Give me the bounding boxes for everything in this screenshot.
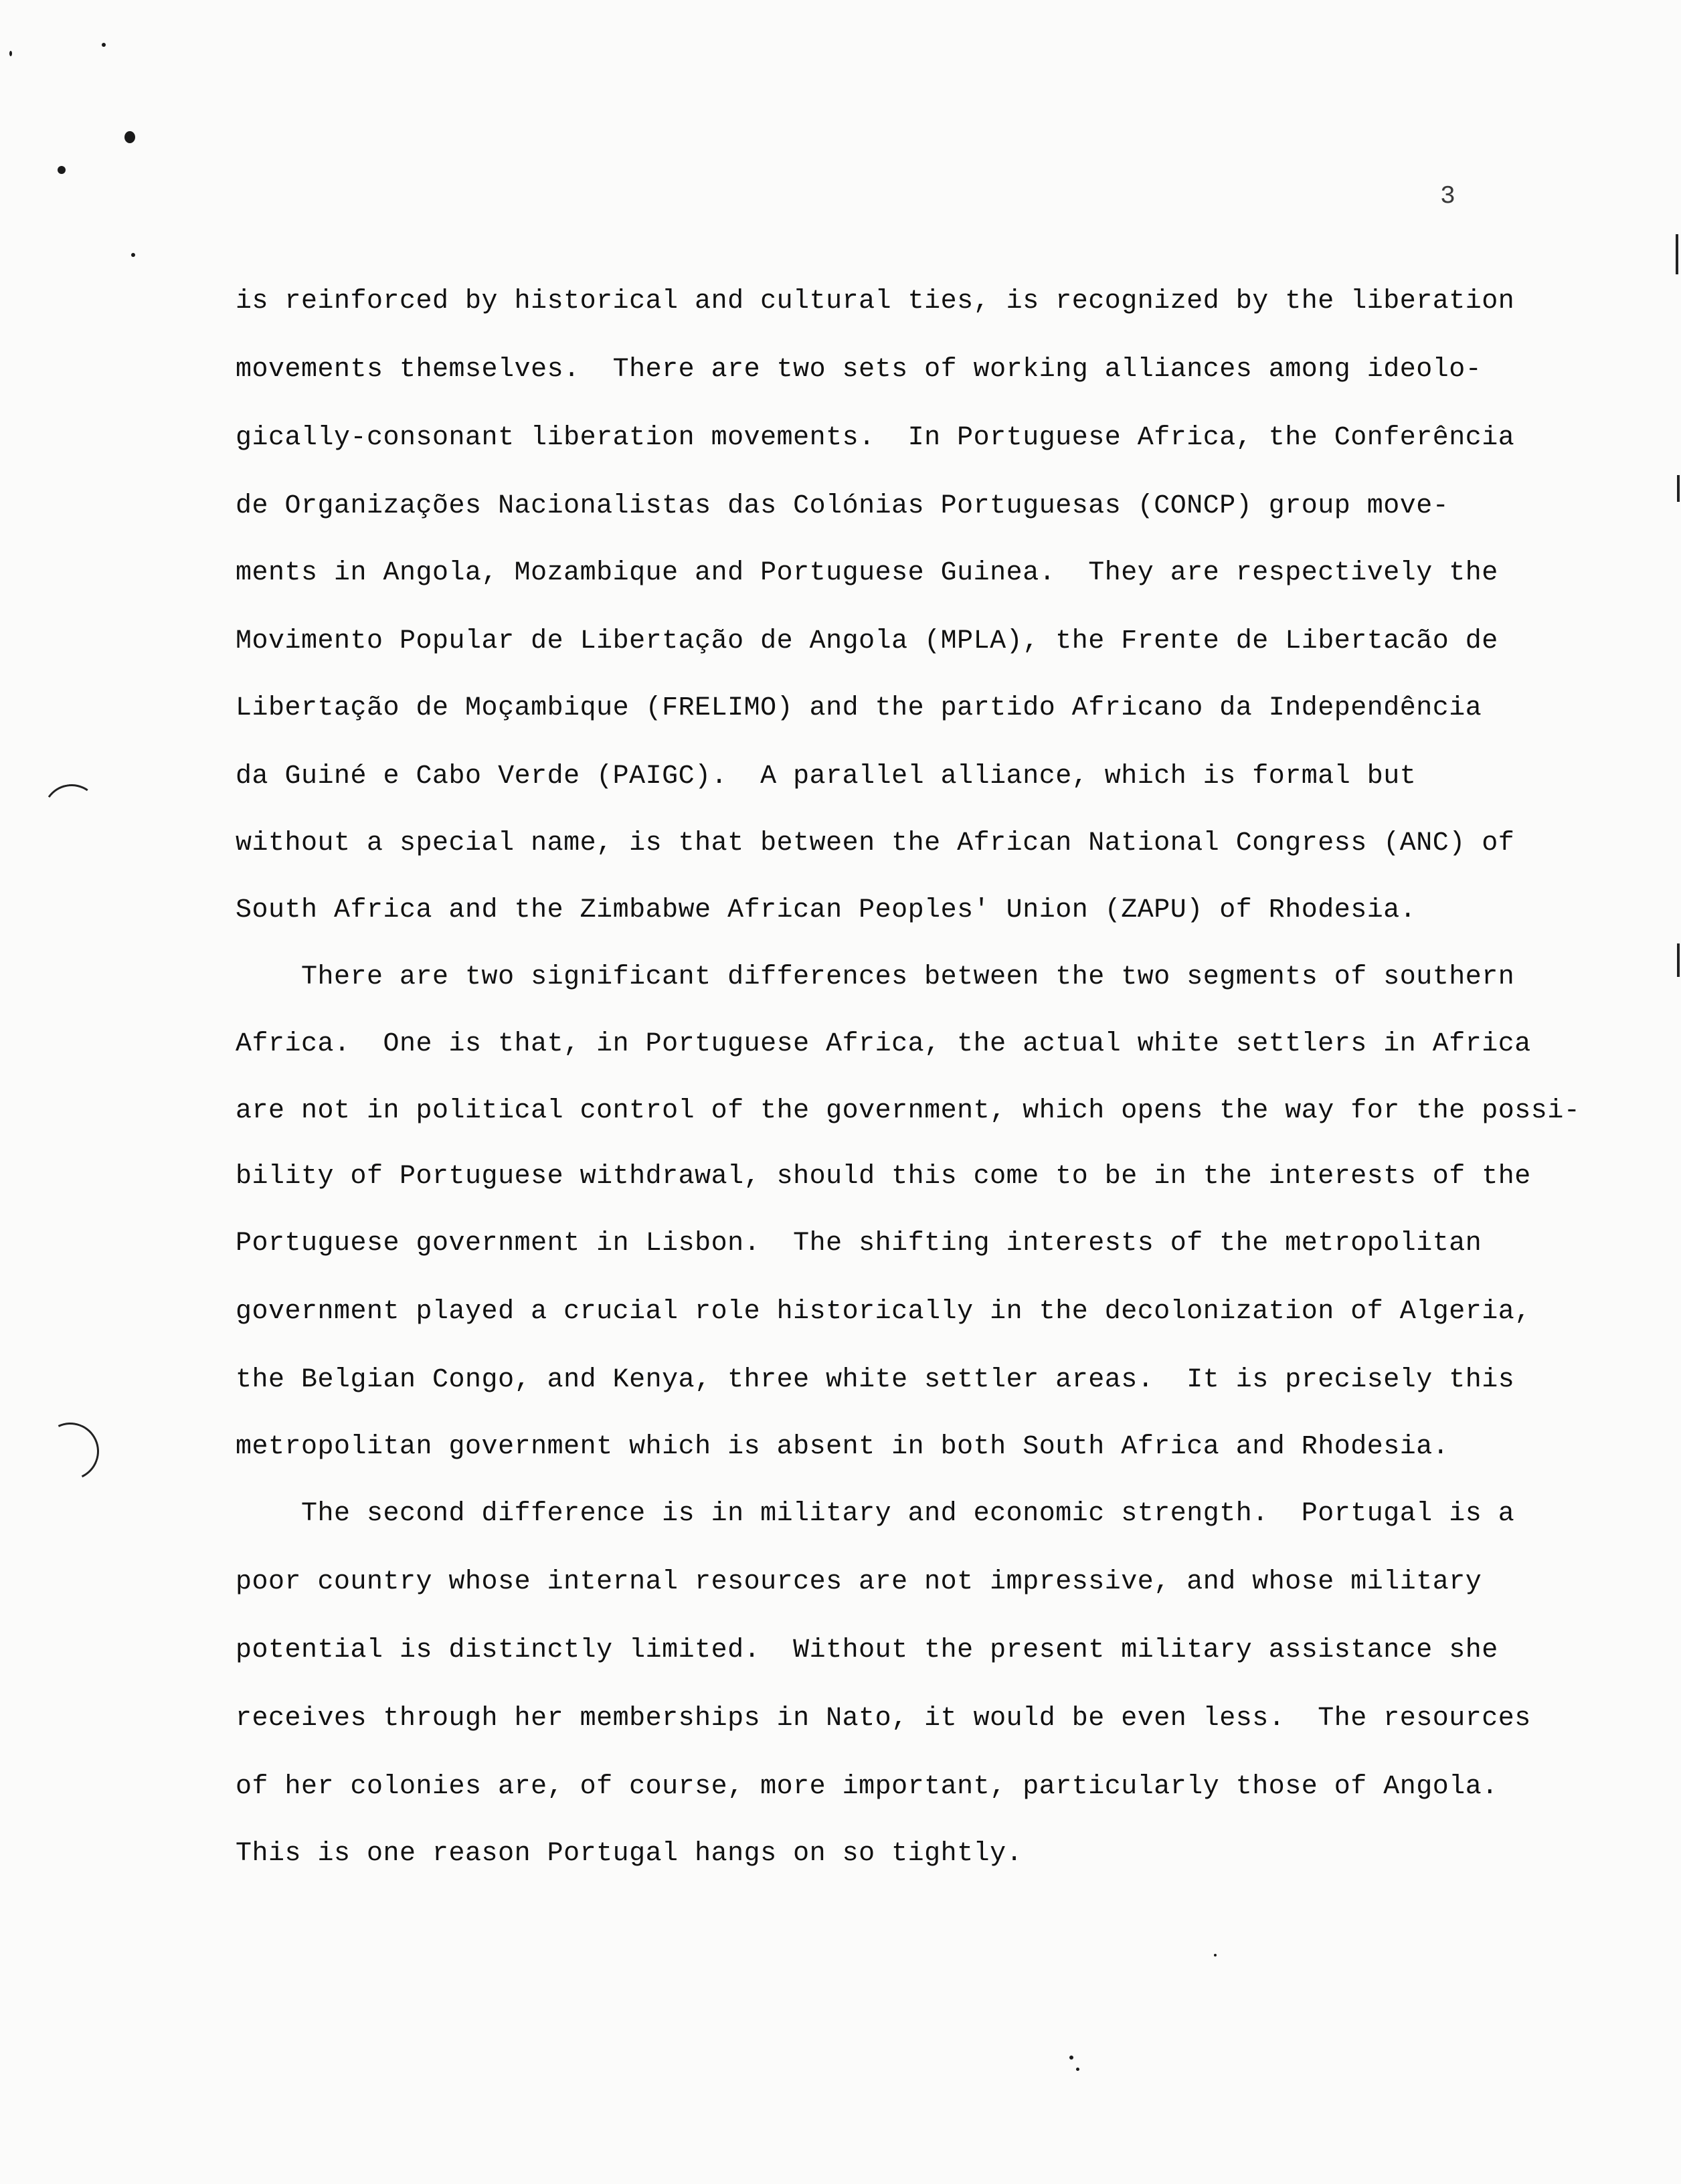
text-line: government played a crucial role historically in the decolonization of Algeria,	[236, 1297, 1531, 1327]
text-line: of her colonies are, of course, more important, particularly those of Angola.	[236, 1772, 1498, 1802]
scan-speck	[1069, 2056, 1073, 2060]
scan-edge-mark	[1677, 943, 1680, 977]
text-line: gically-consonant liberation movements. In Portuguese Africa, the Conferência	[236, 423, 1515, 453]
text-line: Portuguese government in Lisbon. The shifting interests of the metropolitan	[236, 1228, 1482, 1259]
text-line: Libertação de Moçambique (FRELIMO) and the partido Africano da Independência	[236, 693, 1482, 723]
text-line: potential is distinctly limited. Without the present military assistance she	[236, 1635, 1498, 1665]
text-line: The second difference is in military and economic strength. Portugal is a	[236, 1499, 1515, 1529]
text-line: metropolitan government which is absent in both South Africa and Rhodesia.	[236, 1432, 1449, 1462]
text-line: without a special name, is that between the African National Congress (ANC) of	[236, 828, 1515, 858]
text-line: ments in Angola, Mozambique and Portuguese Guinea. They are respectively the	[236, 558, 1498, 588]
scan-edge-mark	[1677, 475, 1680, 502]
text-line: Africa. One is that, in Portuguese Africa, the actual white settlers in Africa	[236, 1029, 1531, 1059]
text-line: There are two significant differences between the two segments of southern	[236, 962, 1515, 992]
text-line: is reinforced by historical and cultural ties, is recognized by the liberation	[236, 286, 1515, 316]
scan-speck	[124, 131, 135, 143]
text-line: poor country whose internal resources are not impressive, and whose military	[236, 1567, 1482, 1597]
scan-speck	[58, 166, 66, 174]
text-line: movements themselves. There are two sets of working alliances among ideolo-	[236, 355, 1482, 385]
scan-edge-mark	[1676, 234, 1678, 274]
text-line: South Africa and the Zimbabwe African Peoples' Union (ZAPU) of Rhodesia.	[236, 895, 1417, 925]
scan-speck	[1214, 1954, 1217, 1956]
text-line: are not in political control of the government, which opens the way for the possi-	[236, 1096, 1581, 1126]
text-line: receives through her memberships in Nato, it would be even less. The resources	[236, 1704, 1531, 1734]
scan-speck	[131, 253, 135, 257]
text-line: Movimento Popular de Libertação de Angola (MPLA), the Frente de Libertacão de	[236, 626, 1498, 656]
scan-speck	[1076, 2068, 1079, 2071]
punch-hole-mark	[38, 780, 105, 846]
text-line: de Organizações Nacionalistas das Colónias Portuguesas (CONCP) group move-	[236, 491, 1449, 521]
text-line: the Belgian Congo, and Kenya, three white settler areas. It is precisely this	[236, 1365, 1515, 1395]
page-number: 3	[1440, 182, 1455, 211]
text-line: This is one reason Portugal hangs on so tightly.	[236, 1839, 1023, 1869]
scan-speck	[102, 43, 106, 47]
text-line: bility of Portuguese withdrawal, should this come to be in the interests of the	[236, 1162, 1531, 1192]
scan-speck	[9, 51, 12, 56]
punch-hole-mark	[33, 1415, 107, 1488]
text-line: da Guiné e Cabo Verde (PAIGC). A parallel alliance, which is formal but	[236, 761, 1417, 792]
